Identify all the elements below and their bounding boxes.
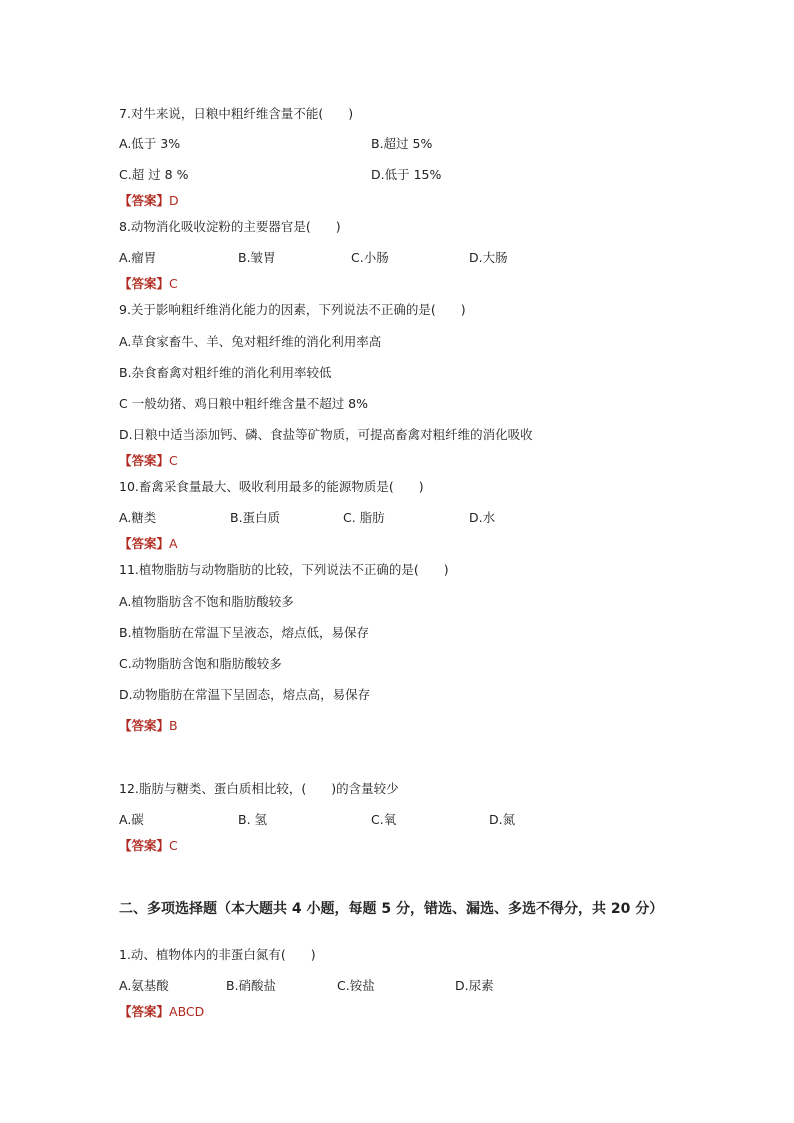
question-8-stem: 8.动物消化吸收淀粉的主要器官是( ) <box>119 219 341 234</box>
answer-value: C <box>169 453 178 468</box>
question-10-answer <box>119 536 178 552</box>
multi-question-1-option-b: B.硝酸盐 <box>226 978 277 993</box>
question-9-option-c: C 一般幼猪、鸡日粮中粗纤维含量不超过 8% <box>119 396 369 411</box>
question-10-option-b: B.蛋白质 <box>230 510 281 525</box>
question-9-option-b: B.杂食畜禽对粗纤维的消化利用率较低 <box>119 365 332 380</box>
question-8-option-a: A.瘤胃 <box>119 250 157 265</box>
multi-question-1-answer <box>119 1004 204 1020</box>
question-11-option-a: A.植物脂肪含不饱和脂肪酸较多 <box>119 594 294 609</box>
question-9-option-d: D.日粮中适当添加钙、磷、食盐等矿物质，可提高畜禽对粗纤维的消化吸收 <box>119 427 533 442</box>
question-7-answer <box>119 193 179 209</box>
answer-label: 【答案】 <box>119 536 170 551</box>
question-12-option-d: D.氮 <box>489 812 516 827</box>
question-11-option-b: B.植物脂肪在常温下呈液态，熔点低，易保存 <box>119 625 370 640</box>
question-12-option-b: B. 氢 <box>238 812 268 827</box>
multi-question-1-stem: 1.动、植物体内的非蛋白氮有( ) <box>119 947 316 962</box>
question-9-answer <box>119 453 178 469</box>
multi-question-1-option-c: C.铵盐 <box>337 978 375 993</box>
question-7-option-c: C.超 过 8 % <box>119 167 189 182</box>
question-9-stem: 9.关于影响粗纤维消化能力的因素，下列说法不正确的是( ) <box>119 302 466 317</box>
question-8-option-d: D.大肠 <box>469 250 508 265</box>
answer-label: 【答案】 <box>119 193 170 208</box>
question-7-option-a: A.低于 3% <box>119 136 181 151</box>
question-12-answer <box>119 838 178 854</box>
answer-value: D <box>169 193 179 208</box>
answer-label: 【答案】 <box>119 276 170 291</box>
question-10-option-d: D.水 <box>469 510 496 525</box>
section-heading: 二、多项选择题（本大题共 4 小题，每题 5 分，错选、漏选、多选不得分，共 20 分） <box>119 901 664 917</box>
question-9-option-a: A.草食家畜牛、羊、兔对粗纤维的消化利用率高 <box>119 334 382 349</box>
question-11-option-c: C.动物脂肪含饱和脂肪酸较多 <box>119 656 282 671</box>
question-7-option-b: B.超过 5% <box>371 136 433 151</box>
answer-label: 【答案】 <box>119 453 170 468</box>
answer-value: C <box>169 838 178 853</box>
question-12-option-a: A.碳 <box>119 812 144 827</box>
multi-question-1-option-a: A.氨基酸 <box>119 978 169 993</box>
answer-label: 【答案】 <box>119 1004 170 1019</box>
answer-value: A <box>169 536 178 551</box>
question-7-option-d: D.低于 15% <box>371 167 442 182</box>
question-10-stem: 10.畜禽采食量最大、吸收利用最多的能源物质是( ) <box>119 479 424 494</box>
question-12-stem: 12.脂肪与糖类、蛋白质相比较，( )的含量较少 <box>119 781 399 796</box>
answer-label: 【答案】 <box>119 718 170 733</box>
multi-question-1-option-d: D.尿素 <box>455 978 494 993</box>
question-8-option-c: C.小肠 <box>351 250 389 265</box>
question-8-option-b: B.皱胃 <box>238 250 276 265</box>
question-11-answer <box>119 718 178 734</box>
answer-value: C <box>169 276 178 291</box>
answer-value: B <box>169 718 178 733</box>
answer-label: 【答案】 <box>119 838 170 853</box>
question-11-option-d: D.动物脂肪在常温下呈固态，熔点高，易保存 <box>119 687 371 702</box>
question-11-stem: 11.植物脂肪与动物脂肪的比较，下列说法不正确的是( ) <box>119 562 449 577</box>
question-10-option-c: C. 脂肪 <box>343 510 385 525</box>
question-7-stem: 7.对牛来说，日粮中粗纤维含量不能( ) <box>119 106 354 121</box>
question-8-answer <box>119 276 178 292</box>
question-12-option-c: C.氧 <box>371 812 397 827</box>
question-10-option-a: A.糖类 <box>119 510 157 525</box>
answer-value: ABCD <box>169 1004 205 1019</box>
